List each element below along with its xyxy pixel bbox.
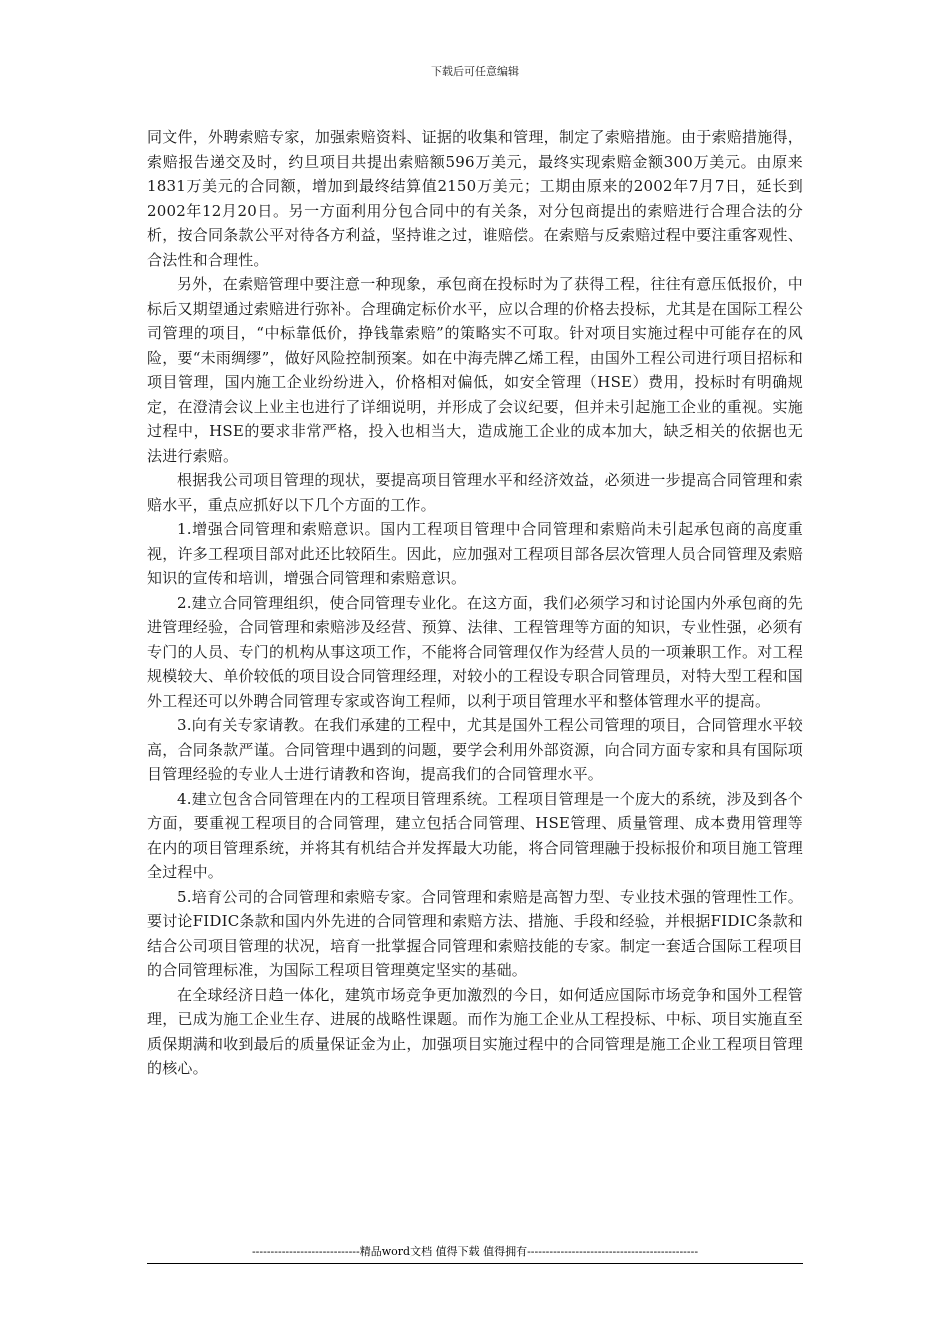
paragraph-8: 5.培育公司的合同管理和索赔专家。合同管理和索赔是高智力型、专业技术强的管理性工作。要讨论FIDIC条款和国内外先进的合同管理和索赔方法、措施、手段和经验，并根据FIDIC条款和结合公司项目管理的状况，培育一批掌握合同管理和索赔技能的专家。制定一套适合国际工程项目的合同管理标准，为国际工程项目管理奠定坚实的基础。 [147, 887, 803, 979]
paragraph-4: 1.增强合同管理和索赔意识。国内工程项目管理中合同管理和索赔尚未引起承包商的高度重视，许多工程项目部对此还比较陌生。因此，应加强对工程项目部各层次管理人员合同管理及索赔知识的宣传和培训，增强合同管理和索赔意识。 [147, 520, 803, 587]
page-header: 下载后可任意编辑 [431, 65, 519, 78]
paragraph-3: 根据我公司项目管理的现状，要提高项目管理水平和经济效益，必须进一步提高合同管理和索赔水平，重点应抓好以下几个方面的工作。 [147, 471, 803, 514]
paragraph-2: 另外，在索赔管理中要注意一种现象，承包商在投标时为了获得工程，往往有意压低报价，中标后又期望通过索赔进行弥补。合理确定标价水平，应以合理的价格去投标，尤其是在国际工程公司管理的项目，“中标靠低价，挣钱靠索赔”的策略实不可取。针对项目实施过程中可能存在的风险，要“未雨绸缪”，做好风险控制预案。如在中海壳牌乙烯工程，由国外工程公司进行项目招标和项目管理，国内施工企业纷纷进入，价格相对偏低，如安全管理（HSE）费用，投标时有明确规定，在澄清会议上业主也进行了详细说明，并形成了会议纪要，但并未引起施工企业的重视。实施过程中，HSE的要求非常严格，投入也相当大，造成施工企业的成本加大，缺乏相关的依据也无法进行索赔。 [147, 275, 803, 465]
paragraph-9: 在全球经济日趋一体化，建筑市场竞争更加激烈的今日，如何适应国际市场竞争和国外工程管理，已成为施工企业生存、进展的战略性课题。而作为施工企业从工程投标、中标、项目实施直至质保期满和收到最后的质量保证金为止，加强项目实施过程中的合同管理是施工企业工程项目管理的核心。 [147, 985, 803, 1077]
paragraph-1: 同文件，外聘索赔专家，加强索赔资料、证据的收集和管理，制定了索赔措施。由于索赔措施得，索赔报告递交及时，约旦项目共提出索赔额596万美元，最终实现索赔金额300万美元。由原来1831万美元的合同额，增加到最终结算值2150万美元；工期由原来的2002年7月7日，延长到2002年12月20日。另一方面利用分包合同中的有关条，对分包商提出的索赔进行合理合法的分析，按合同条款公平对待各方利益，坚持谁之过，谁赔偿。在索赔与反索赔过程中要注重客观性、合法性和合理性。 [147, 128, 803, 269]
paragraph-7: 4.建立包含合同管理在内的工程项目管理系统。工程项目管理是一个庞大的系统，涉及到各个方面，要重视工程项目的合同管理，建立包括合同管理、HSE管理、质量管理、成本费用管理等在内的项目管理系统，并将其有机结合并发挥最大功能，将合同管理融于投标报价和项目施工管理全过程中。 [147, 789, 803, 881]
paragraph-5: 2.建立合同管理组织，使合同管理专业化。在这方面，我们必须学习和讨论国内外承包商的先进管理经验，合同管理和索赔涉及经营、预算、法律、工程管理等方面的知识，专业性强，必须有专门的人员、专门的机构从事这项工作，不能将合同管理仅作为经营人员的一项兼职工作。对工程规模较大、单价较低的项目设合同管理经理，对较小的工程设专职合同管理员，对特大型工程和国外工程还可以外聘合同管理专家或咨询工程师，以利于项目管理水平和整体管理水平的提高。 [147, 593, 803, 710]
page-footer: -----------------------------精品word文档 值得下载 值得拥有---------------------------------------------- [251, 1245, 699, 1258]
footer-rule [147, 1263, 803, 1264]
document-body [147, 125, 803, 1081]
paragraph-6: 3.向有关专家请教。在我们承建的工程中，尤其是国外工程公司管理的项目，合同管理水平较高，合同条款严谨。合同管理中遇到的问题，要学会利用外部资源，向合同方面专家和具有国际项目管理经验的专业人士进行请教和咨询，提高我们的合同管理水平。 [147, 716, 803, 783]
